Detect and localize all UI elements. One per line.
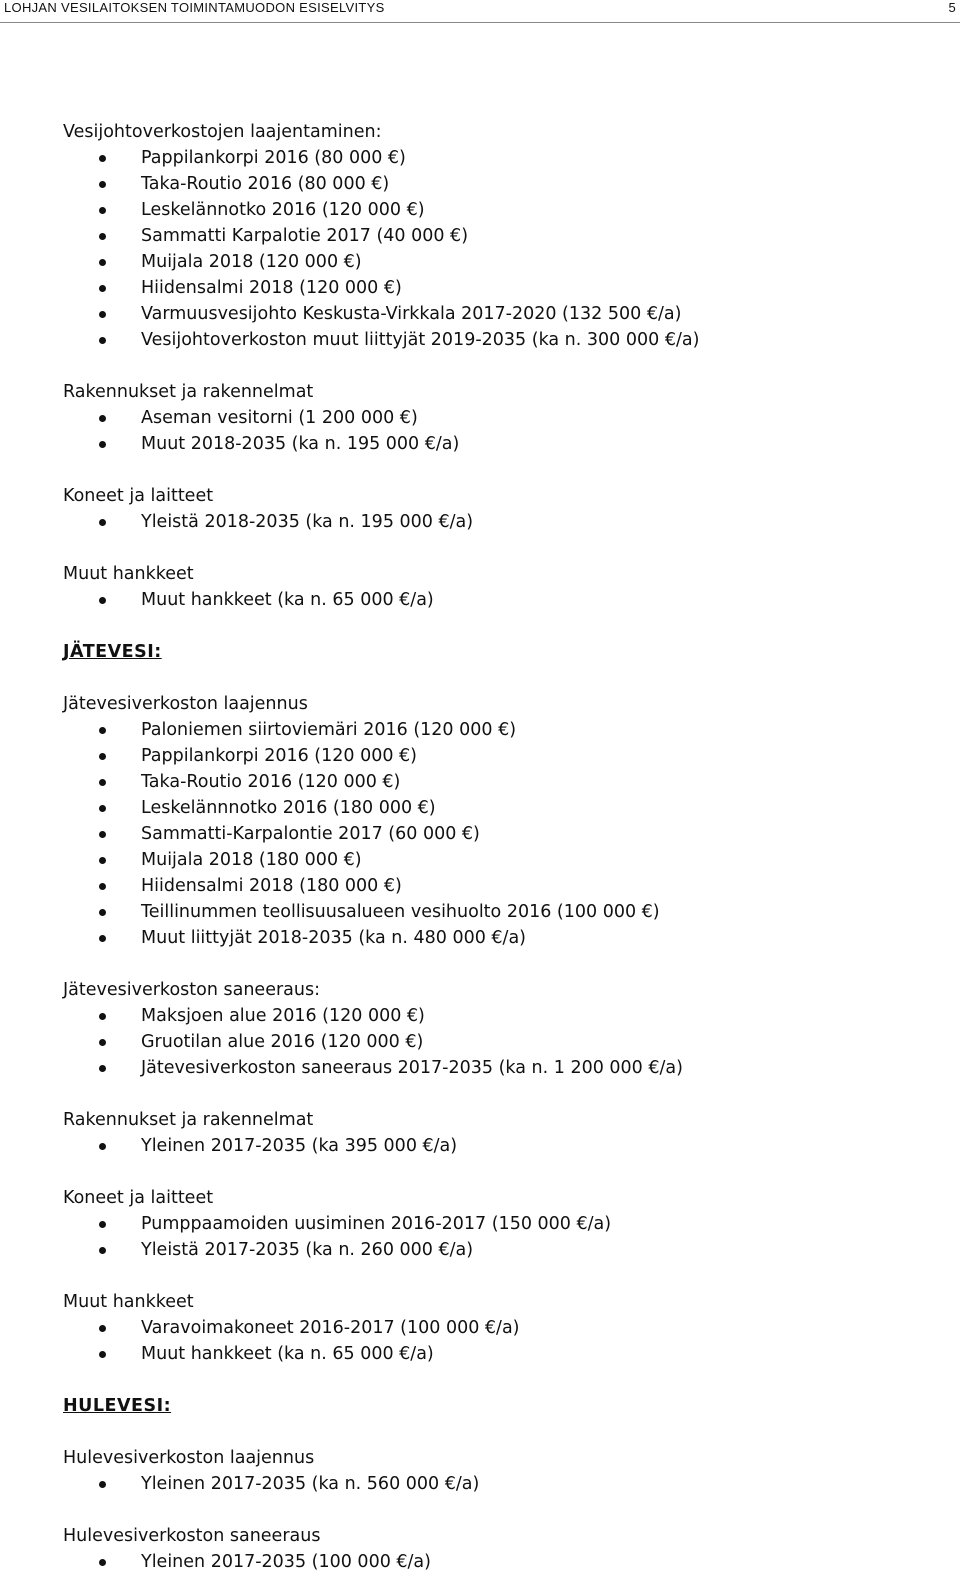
list-item	[63, 1211, 943, 1237]
list-item-text: Taka-Routio 2016 (120 000 €)	[141, 772, 401, 792]
bullet-list	[63, 1003, 943, 1081]
bullet-list	[63, 509, 943, 535]
list-item-text: Vesijohtoverkoston muut liittyjät 2019-2035 (ka n. 300 000 €/a)	[141, 330, 700, 350]
bullet-list	[63, 405, 943, 457]
list-item-text: Muut liittyjät 2018-2035 (ka n. 480 000 €/a)	[141, 928, 526, 948]
list-item	[63, 587, 943, 613]
list-item	[63, 769, 943, 795]
list-item	[63, 1471, 943, 1497]
bullet-icon	[99, 1143, 106, 1150]
list-item	[63, 873, 943, 899]
bullet-icon	[99, 1481, 106, 1488]
list-item-text: Yleinen 2017-2035 (ka 395 000 €/a)	[141, 1136, 458, 1156]
bullet-icon	[99, 233, 106, 240]
list-item	[63, 431, 943, 457]
bullet-list	[63, 1549, 943, 1575]
bullet-icon	[99, 155, 106, 162]
list-item	[63, 821, 943, 847]
list-item-text: Jätevesiverkoston saneeraus 2017-2035 (ka n. 1 200 000 €/a)	[141, 1058, 683, 1078]
list-item-text: Leskelännnotko 2016 (180 000 €)	[141, 798, 436, 818]
list-item-text: Paloniemen siirtoviemäri 2016 (120 000 €)	[141, 720, 517, 740]
bullet-icon	[99, 519, 106, 526]
bullet-icon	[99, 1013, 106, 1020]
bullet-icon	[99, 909, 106, 916]
list-item-text: Yleinen 2017-2035 (100 000 €/a)	[141, 1552, 431, 1572]
list-item-text: Aseman vesitorni (1 200 000 €)	[141, 408, 418, 428]
list-item	[63, 1315, 943, 1341]
list-item-text: Pumppaamoiden uusiminen 2016-2017 (150 000 €/a)	[141, 1214, 612, 1234]
bullet-icon	[99, 311, 106, 318]
bullet-list	[63, 1133, 943, 1159]
list-item-text: Muijala 2018 (120 000 €)	[141, 252, 362, 272]
list-item-text: Sammatti-Karpalontie 2017 (60 000 €)	[141, 824, 480, 844]
list-item	[63, 275, 943, 301]
list-item	[63, 1133, 943, 1159]
list-item	[63, 145, 943, 171]
list-item	[63, 1237, 943, 1263]
bullet-icon	[99, 779, 106, 786]
bullet-icon	[99, 415, 106, 422]
list-item	[63, 795, 943, 821]
list-item	[63, 249, 943, 275]
list-item	[63, 1055, 943, 1081]
list-item-text: Sammatti Karpalotie 2017 (40 000 €)	[141, 226, 469, 246]
bullet-icon	[99, 753, 106, 760]
list-item-text: Muut hankkeet (ka n. 65 000 €/a)	[141, 1344, 434, 1364]
list-item	[63, 327, 943, 353]
section-heading: Rakennukset ja rakennelmat	[63, 1110, 314, 1130]
bullet-icon	[99, 883, 106, 890]
list-item-text: Gruotilan alue 2016 (120 000 €)	[141, 1032, 424, 1052]
bullet-icon	[99, 1325, 106, 1332]
list-item	[63, 223, 943, 249]
list-item	[63, 405, 943, 431]
major-heading: JÄTEVESI:	[63, 642, 162, 662]
list-item	[63, 509, 943, 535]
list-item-text: Maksjoen alue 2016 (120 000 €)	[141, 1006, 425, 1026]
bullet-icon	[99, 207, 106, 214]
list-item	[63, 717, 943, 743]
list-item	[63, 925, 943, 951]
list-item-text: Muut 2018-2035 (ka n. 195 000 €/a)	[141, 434, 460, 454]
section-heading: Jätevesiverkoston laajennus	[63, 694, 308, 714]
bullet-icon	[99, 259, 106, 266]
bullet-icon	[99, 727, 106, 734]
bullet-list	[63, 1471, 943, 1497]
bullet-icon	[99, 285, 106, 292]
list-item-text: Yleinen 2017-2035 (ka n. 560 000 €/a)	[141, 1474, 480, 1494]
page-header	[0, 0, 960, 20]
bullet-list	[63, 145, 943, 353]
document-body	[63, 119, 943, 1575]
section-heading: Hulevesiverkoston laajennus	[63, 1448, 315, 1468]
bullet-icon	[99, 441, 106, 448]
section-heading: Muut hankkeet	[63, 1292, 194, 1312]
list-item-text: Yleistä 2017-2035 (ka n. 260 000 €/a)	[141, 1240, 474, 1260]
list-item	[63, 847, 943, 873]
list-item-text: Pappilankorpi 2016 (80 000 €)	[141, 148, 406, 168]
list-item-text: Teillinummen teollisuusalueen vesihuolto 2016 (100 000 €)	[141, 902, 660, 922]
bullet-icon	[99, 597, 106, 604]
list-item	[63, 1029, 943, 1055]
list-item	[63, 899, 943, 925]
major-heading: HULEVESI:	[63, 1396, 172, 1416]
section-heading: Hulevesiverkoston saneeraus	[63, 1526, 321, 1546]
bullet-icon	[99, 1351, 106, 1358]
bullet-icon	[99, 181, 106, 188]
list-item-text: Hiidensalmi 2018 (180 000 €)	[141, 876, 402, 896]
section-heading: Rakennukset ja rakennelmat	[63, 382, 314, 402]
section-heading: Jätevesiverkoston saneeraus:	[63, 980, 320, 1000]
bullet-icon	[99, 337, 106, 344]
list-item	[63, 1549, 943, 1575]
section-heading: Vesijohtoverkostojen laajentaminen:	[63, 122, 382, 142]
header-title: LOHJAN VESILAITOKSEN TOIMINTAMUODON ESISELVITYS	[4, 0, 385, 15]
list-item-text: Muijala 2018 (180 000 €)	[141, 850, 362, 870]
bullet-list	[63, 1211, 943, 1263]
list-item	[63, 171, 943, 197]
bullet-icon	[99, 1039, 106, 1046]
list-item	[63, 301, 943, 327]
bullet-icon	[99, 1221, 106, 1228]
bullet-list	[63, 717, 943, 951]
section-heading: Koneet ja laitteet	[63, 486, 214, 506]
section-heading: Koneet ja laitteet	[63, 1188, 214, 1208]
list-item	[63, 1003, 943, 1029]
bullet-icon	[99, 805, 106, 812]
list-item	[63, 743, 943, 769]
bullet-list	[63, 1315, 943, 1367]
bullet-icon	[99, 831, 106, 838]
bullet-icon	[99, 857, 106, 864]
list-item-text: Muut hankkeet (ka n. 65 000 €/a)	[141, 590, 434, 610]
list-item-text: Varavoimakoneet 2016-2017 (100 000 €/a)	[141, 1318, 520, 1338]
bullet-icon	[99, 1559, 106, 1566]
header-divider	[0, 22, 960, 23]
list-item-text: Taka-Routio 2016 (80 000 €)	[141, 174, 390, 194]
list-item-text: Yleistä 2018-2035 (ka n. 195 000 €/a)	[141, 512, 474, 532]
bullet-icon	[99, 1065, 106, 1072]
list-item-text: Leskelännotko 2016 (120 000 €)	[141, 200, 425, 220]
bullet-list	[63, 587, 943, 613]
bullet-icon	[99, 935, 106, 942]
list-item-text: Hiidensalmi 2018 (120 000 €)	[141, 278, 402, 298]
list-item-text: Pappilankorpi 2016 (120 000 €)	[141, 746, 418, 766]
bullet-icon	[99, 1247, 106, 1254]
list-item	[63, 1341, 943, 1367]
section-heading: Muut hankkeet	[63, 564, 194, 584]
list-item	[63, 197, 943, 223]
list-item-text: Varmuusvesijohto Keskusta-Virkkala 2017-2020 (132 500 €/a)	[141, 304, 682, 324]
page-number: 5	[948, 0, 956, 15]
